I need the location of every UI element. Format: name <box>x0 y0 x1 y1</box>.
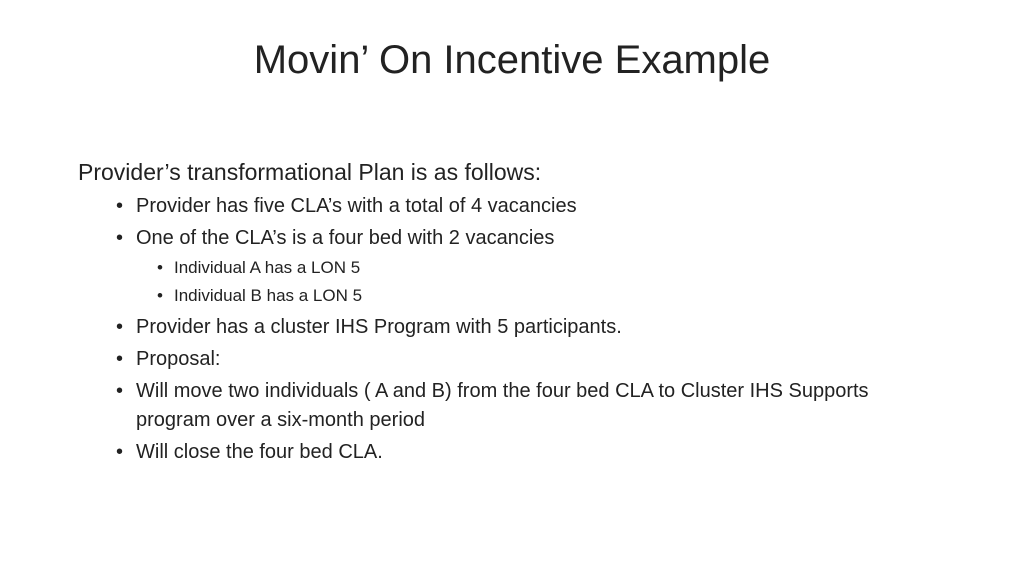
slide-content <box>78 154 948 470</box>
slide-title: Movin’ On Incentive Example <box>253 38 771 82</box>
list-item-text: Provider has a cluster IHS Program with 5 participants. <box>136 316 622 338</box>
bullet-icon: • <box>116 316 124 338</box>
bullet-icon: • <box>157 286 163 305</box>
list-item-text: Will close the four bed CLA. <box>136 441 383 463</box>
intro-text: Provider’s transformational Plan is as follows: <box>78 159 542 185</box>
list-item-text: One of the CLA’s is a four bed with 2 vacancies <box>136 227 555 249</box>
sub-list-item-text: Individual A has a LON 5 <box>174 258 361 277</box>
bullet-icon: • <box>157 258 163 277</box>
list-item-text: Provider has five CLA’s with a total of 4 vacancies <box>136 195 577 217</box>
list-item <box>78 377 948 435</box>
sub-list-item-text: Individual B has a LON 5 <box>174 286 363 305</box>
sub-list-item <box>136 282 948 310</box>
list-item <box>78 192 948 221</box>
list-item <box>78 313 948 342</box>
bullet-icon: • <box>116 227 124 249</box>
list-item <box>78 345 948 374</box>
bullet-icon: • <box>116 195 124 217</box>
list-item <box>78 224 948 310</box>
bullet-icon: • <box>116 441 124 463</box>
sub-bullet-list <box>136 254 948 310</box>
list-item-text: Will move two individuals ( A and B) from the four bed CLA to Cluster IHS Supports program over a six-month period <box>136 380 869 431</box>
bullet-list <box>78 192 948 467</box>
bullet-icon: • <box>116 348 124 370</box>
bullet-icon: • <box>116 380 124 402</box>
list-item <box>78 438 948 467</box>
sub-list-item <box>136 254 948 282</box>
list-item-text: Proposal: <box>136 348 221 370</box>
